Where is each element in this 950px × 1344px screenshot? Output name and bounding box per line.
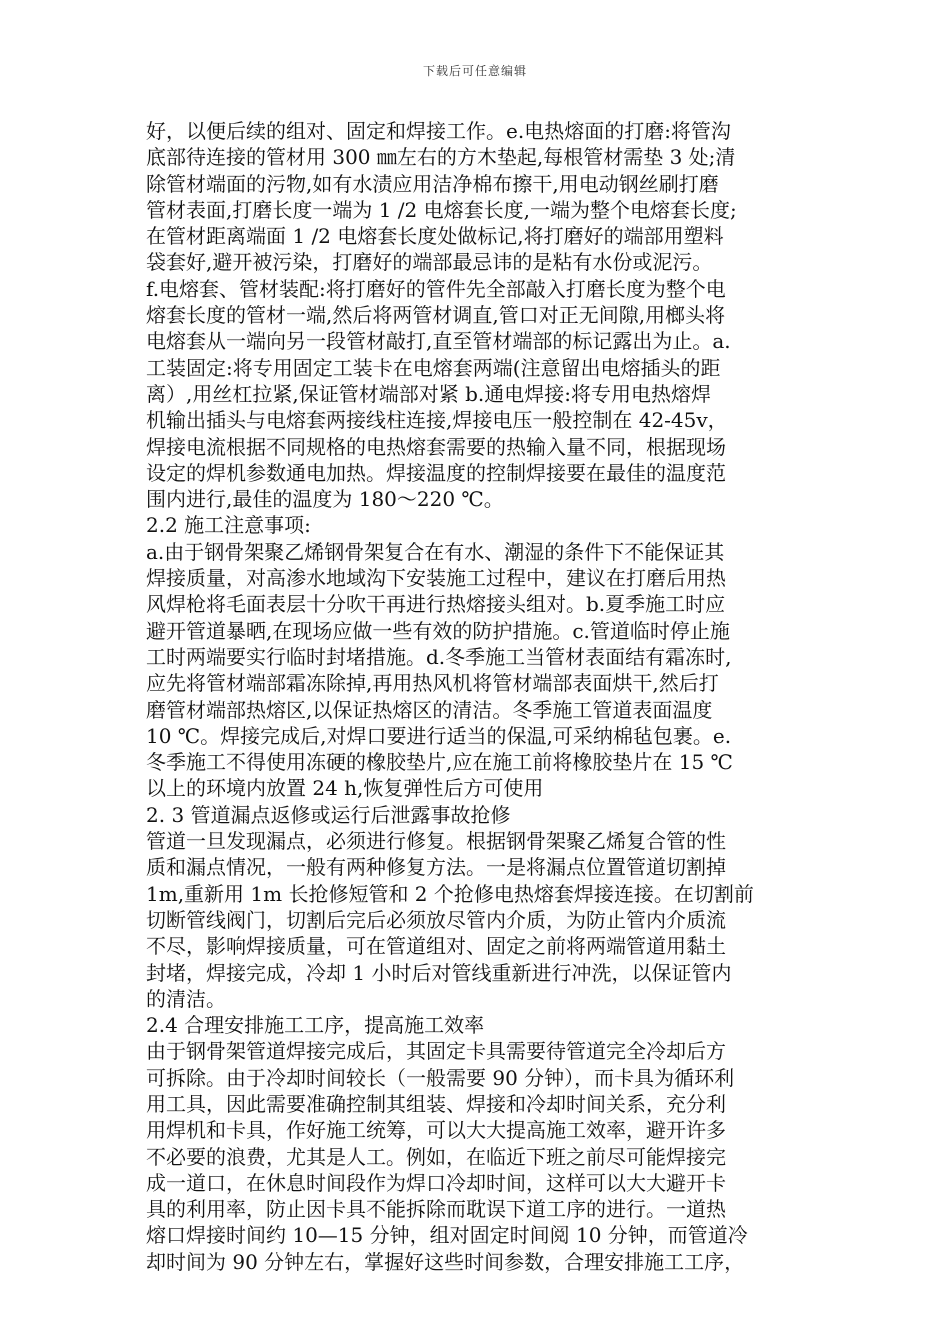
text-line: 除管材端面的污物,如有水渍应用洁净棉布擦干,用电动钢丝刷打磨 — [146, 171, 719, 196]
text-line: 风焊枪将毛面表层十分吹干再进行热熔接头组对。b.夏季施工时应 — [146, 592, 726, 617]
text-line: 用工具，因此需要准确控制其组装、焊接和冷却时间关系，充分利 — [146, 1091, 726, 1116]
text-line: a.由于钢骨架聚乙烯钢骨架复合在有水、潮湿的条件下不能保证其 — [146, 539, 725, 564]
text-line: 工装固定:将专用固定工装卡在电熔套两端(注意留出电熔插头的距 — [146, 355, 721, 380]
text-line: 管道一旦发现漏点，必须进行修复。根据钢骨架聚乙烯复合管的性 — [146, 829, 726, 854]
text-line: 却时间为 90 分钟左右，掌握好这些时间参数，合理安排施工工序， — [146, 1249, 745, 1274]
text-line: 机输出插头与电熔套两接线柱连接,焊接电压一般控制在 42-45v， — [146, 408, 728, 433]
section-heading: 2.4 合理安排施工工序，提高施工效率 — [146, 1013, 485, 1038]
text-line: 好，以便后续的组对、固定和焊接工作。e.电热熔面的打磨:将管沟 — [146, 119, 731, 143]
text-line: 熔口焊接时间约 10—15 分钟，组对固定时间阅 10 分钟，而管道冷 — [146, 1223, 748, 1248]
text-line: 质和漏点情况，一般有两种修复方法。一是将漏点位置管道切割掉 — [146, 855, 726, 880]
text-line: f.电熔套、管材装配:将打磨好的管件先全部敲入打磨长度为整个电 — [146, 276, 726, 301]
text-line: 的清洁。 — [146, 986, 226, 1011]
section-heading: 2. 3 管道漏点返修或运行后泄露事故抢修 — [146, 802, 511, 827]
text-line: 切断管线阀门，切割后完后必须放尽管内介质，为防止管内介质流 — [146, 907, 726, 932]
text-line: 焊接电流根据不同规格的电热熔套需要的热输入量不同，根据现场 — [146, 434, 726, 459]
text-line: 成一道口，在休息时间段作为焊口冷却时间，这样可以大大避开卡 — [146, 1170, 726, 1195]
section-heading: 2.2 施工注意事项: — [146, 513, 311, 538]
text-line: 10 ℃。焊接完成后,对焊口要进行适当的保温,可采纳棉毡包裹。e. — [146, 723, 732, 748]
text-line: 管材表面,打磨长度一端为 1 /2 电熔套长度,一端为整个电熔套长度; — [146, 197, 737, 222]
text-line: 工时两端要实行临时封堵措施。d.冬季施工当管材表面结有霜冻时, — [146, 644, 732, 669]
text-line: 封堵，焊接完成，冷却 1 小时后对管线重新进行冲洗，以保证管内 — [146, 960, 732, 985]
text-line: 用焊机和卡具，作好施工统筹，可以大大提高施工效率，避开许多 — [146, 1118, 726, 1143]
document-body — [146, 118, 816, 1275]
text-line: 袋套好,避开被污染，打磨好的端部最忌讳的是粘有水份或泥污。 — [146, 250, 713, 275]
text-line: 熔套长度的管材一端,然后将两管材调直,管口对正无间隙,用榔头将 — [146, 303, 726, 328]
page-header: 下载后可任意编辑 — [422, 64, 527, 78]
text-line: 焊接质量，对高渗水地域沟下安装施工过程中，建议在打磨后用热 — [146, 566, 726, 591]
text-line: 具的利用率，防止因卡具不能拆除而耽误下道工序的进行。一道热 — [146, 1197, 726, 1222]
text-line: 不必要的浪费，尤其是人工。例如，在临近下班之前尽可能焊接完 — [146, 1144, 726, 1169]
text-line: 1m,重新用 1m 长抢修短管和 2 个抢修电热熔套焊接连接。在切割前 — [146, 881, 754, 906]
text-line: 设定的焊机参数通电加热。焊接温度的控制焊接要在最佳的温度范 — [146, 460, 726, 485]
text-line: 避开管道暴晒,在现场应做一些有效的防护措施。c.管道临时停止施 — [146, 618, 730, 643]
text-line: 底部待连接的管材用 300 ㎜左右的方木垫起,每根管材需垫 3 处;清 — [146, 145, 736, 170]
text-line: 以上的环境内放置 24 h,恢复弹性后方可使用 — [146, 776, 544, 801]
text-line: 由于钢骨架管道焊接完成后，其固定卡具需要待管道完全冷却后方 — [146, 1039, 726, 1064]
text-line: 磨管材端部热熔区,以保证热熔区的清洁。冬季施工管道表面温度 — [146, 697, 713, 722]
text-line: 可拆除。由于冷却时间较长（一般需要 90 分钟），而卡具为循环利 — [146, 1065, 735, 1090]
text-line: 冬季施工不得使用冻硬的橡胶垫片,应在施工前将橡胶垫片在 15 ℃ — [146, 750, 733, 775]
text-line: 离）,用丝杠拉紧,保证管材端部对紧 b.通电焊接:将专用电热熔焊 — [146, 381, 711, 406]
text-line: 不尽，影响焊接质量，可在管道组对、固定之前将两端管道用黏土 — [146, 934, 726, 959]
text-line: 电熔套从一端向另一段管材敲打,直至管材端部的标记露出为止。a. — [146, 329, 731, 354]
text-line: 应先将管材端部霜冻除掉,再用热风机将管材端部表面烘干,然后打 — [146, 671, 719, 696]
text-line: 在管材距离端面 1 /2 电熔套长度处做标记,将打磨好的端部用塑料 — [146, 224, 724, 249]
text-line: 围内进行,最佳的温度为 180～220 ℃。 — [146, 487, 504, 512]
